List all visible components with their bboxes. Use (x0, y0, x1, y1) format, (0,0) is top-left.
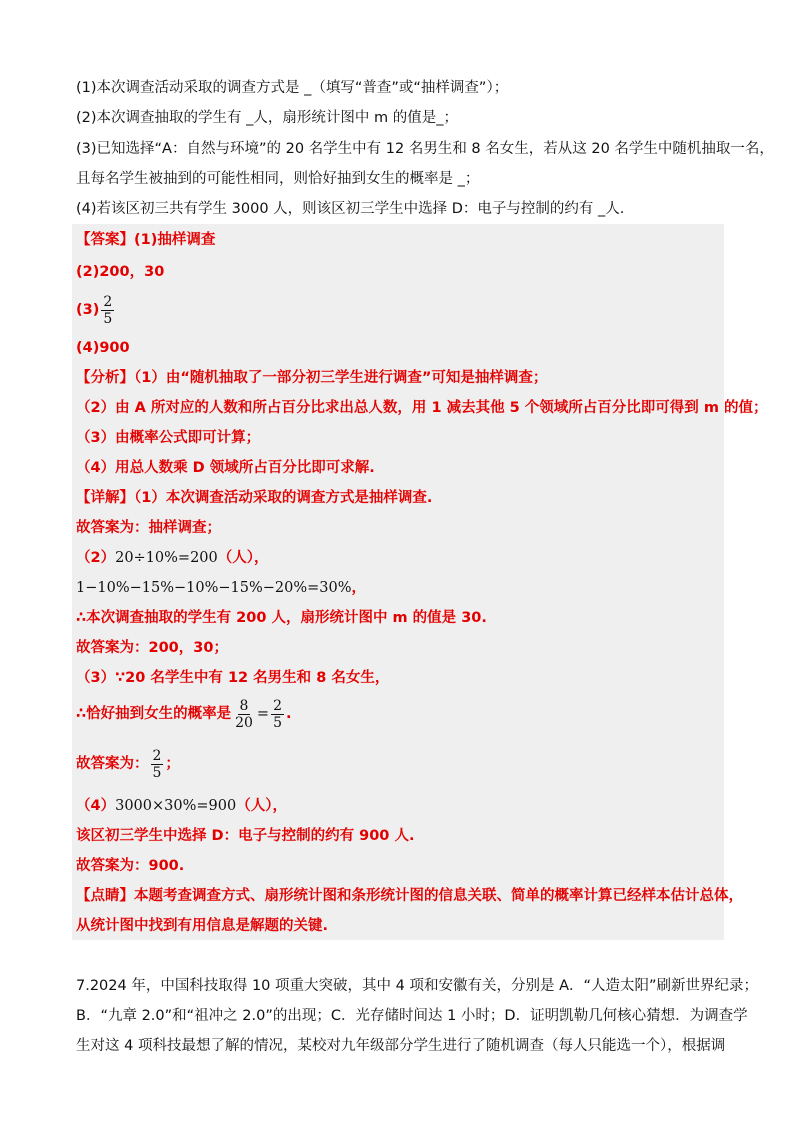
analysis-2: （2）由 A 所对应的人数和所占百分比求出总人数，用 1 减去其他 5 个领域所占百分比即可得到 m 的值； (76, 400, 768, 416)
analysis-4: （4）用总人数乘 D 领域所占百分比即可求解. (76, 460, 375, 476)
answer-3-fraction (101, 294, 114, 327)
detail-5: ∴本次调查抽取的学生有 200 人，扇形统计图中 m 的值是 30. (76, 610, 487, 626)
detail-11: 该区初三学生中选择 D：电子与控制的约有 900 人. (76, 828, 415, 844)
detail-2: 故答案为：抽样调查； (76, 520, 221, 536)
comment-2: 从统计图中找到有用信息是解题的关键. (76, 918, 329, 934)
next-question-line-2: B．“九章 2.0”和“祖冲之 2.0”的出现；C．光存储时间达 1 小时；D．证明凯勒几何核心猜想．为调查学 (76, 1008, 748, 1024)
answer-1: (1)抽样调查 (134, 232, 216, 248)
detail-line-8 (76, 694, 292, 734)
next-question-line-3: 生对这 4 项科技最想了解的情况，某校对九年级部分学生进行了随机调查（每人只能选一个），根据调 (76, 1038, 726, 1054)
answer-line-3 (76, 290, 116, 330)
detail-7: （3）∵20 名学生中有 12 名男生和 8 名女生， (76, 670, 390, 686)
detail-4-equation: 1−10%−15%−10%−15%−20%=30% (76, 580, 352, 596)
answer-line-1 (76, 230, 215, 250)
detail-10-suffix: （人）， (236, 798, 287, 814)
fraction-numerator: 8 (239, 697, 249, 714)
detail-8-fraction-2 (271, 698, 284, 731)
detail-1: （1）本次调查活动采取的调查方式是抽样调查. (134, 490, 433, 506)
detail-line-9 (76, 744, 180, 784)
question-part-3-cont: 且每名学生被抽到的可能性相同，则恰好抽到女生的概率是 _； (76, 171, 480, 187)
question-part-3: (3)已知选择“A：自然与环境”的 20 名学生中有 12 名男生和 8 名女生，若从这 20 名学生中随机抽取一名， (76, 141, 774, 157)
answer-tag: 【答案】 (76, 232, 134, 248)
fraction-denominator: 5 (103, 310, 113, 327)
detail-8-fraction-1 (233, 698, 255, 731)
analysis-1: （1）由“随机抽取了一部分初三学生进行调查”可知是抽样调查； (134, 370, 548, 386)
answer-2: (2)200，30 (76, 264, 165, 280)
question-part-2: (2)本次调查抽取的学生有 _人，扇形统计图中 m 的值是_； (76, 110, 458, 126)
detail-3-prefix: （2） (76, 550, 116, 566)
fraction-denominator: 5 (273, 714, 282, 731)
fraction-denominator: 5 (152, 764, 162, 781)
answer-3-prefix: (3) (76, 302, 100, 318)
analysis-3: （3）由概率公式即可计算； (76, 430, 261, 446)
comment-line-1 (76, 886, 743, 906)
analysis-tag: 【分析】 (76, 370, 134, 386)
detail-8-suffix: . (286, 706, 292, 722)
analysis-line-1 (76, 368, 547, 388)
question-part-4: (4)若该区初三共有学生 3000 人，则该区初三学生中选择 D：电子与控制的约有 _人. (76, 201, 625, 217)
detail-8-prefix: ∴恰好抽到女生的概率是 (76, 706, 232, 722)
detail-3-equation: 20÷10%=200 (115, 550, 218, 566)
comment-1: 本题考查调查方式、扇形统计图和条形统计图的信息关联、简单的概率计算已经样本估计总体， (134, 888, 743, 904)
fraction-numerator: 2 (103, 293, 113, 310)
detail-line-4 (76, 578, 366, 598)
fraction-denominator: 20 (235, 714, 253, 731)
question-part-1: (1)本次调查活动采取的调查方式是 _（填写“普查”或“抽样调查”）； (76, 80, 509, 96)
next-question-line-1: 7.2024 年，中国科技取得 10 项重大突破，其中 4 项和安徽有关，分别是 A．“人造太阳”刷新世界纪录； (76, 978, 759, 994)
detail-4-suffix: ， (351, 580, 366, 596)
detail-12: 故答案为：900. (76, 858, 185, 874)
detail-9-suffix: ； (165, 756, 180, 772)
fraction-numerator: 2 (273, 697, 282, 714)
detail-line-3 (76, 548, 269, 568)
detail-6: 故答案为：200，30； (76, 640, 228, 656)
equals-sign: = (256, 706, 270, 722)
detail-tag: 【详解】 (76, 490, 134, 506)
detail-9-fraction (151, 748, 164, 781)
detail-line-10 (76, 796, 287, 816)
detail-9-prefix: 故答案为： (76, 756, 149, 772)
fraction-numerator: 2 (152, 747, 162, 764)
comment-tag: 【点睛】 (76, 888, 134, 904)
detail-10-prefix: （4） (76, 798, 116, 814)
answer-4: (4)900 (76, 340, 130, 356)
detail-line-1 (76, 488, 432, 508)
detail-10-equation: 3000×30%=900 (115, 798, 237, 814)
detail-3-suffix: （人）， (217, 550, 269, 566)
